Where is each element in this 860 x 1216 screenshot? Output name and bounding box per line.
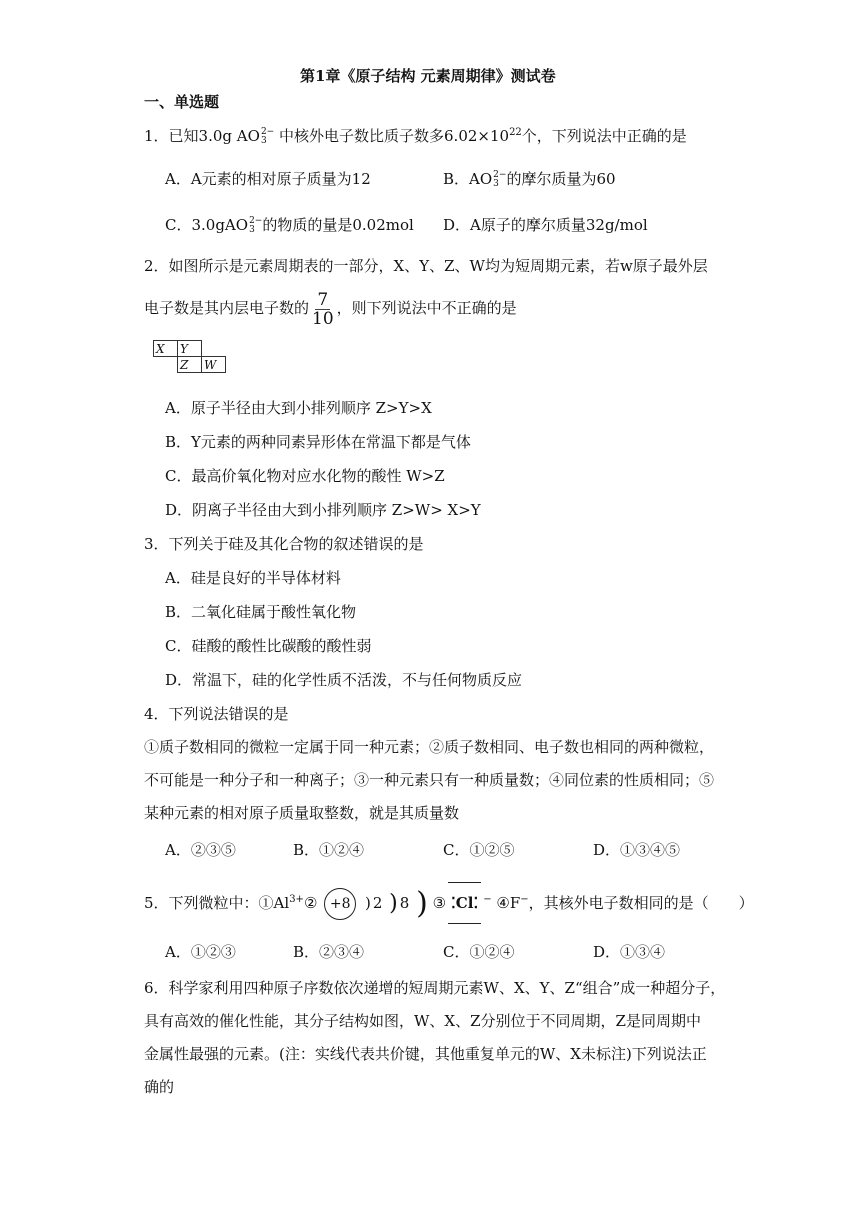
q2-option-c[interactable]: C．最高价氧化物对应水化物的酸性 W>Z: [165, 467, 445, 485]
q5-option-a[interactable]: A．①②③: [165, 943, 236, 961]
question-6-line4: 确的: [144, 1078, 175, 1096]
question-4-line2: 不可能是一种分子和一种离子；③一种元素只有一种质量数；④同位素的性质相同；⑤: [144, 771, 715, 789]
cell-empty: [202, 341, 226, 357]
cell-x: X: [154, 341, 178, 357]
q4-option-d[interactable]: D．①③④⑤: [593, 841, 681, 859]
question-4-stem: 4．下列说法错误的是: [144, 705, 289, 723]
question-2-line1: 2．如图所示是元素周期表的一部分，X、Y、Z、W均为短周期元素，若w原子最外层: [144, 257, 708, 275]
q3-option-b[interactable]: B．二氧化硅属于酸性氧化物: [165, 603, 357, 621]
q1-option-d[interactable]: D．A原子的摩尔质量32g/mol: [443, 216, 648, 234]
periodic-table-fragment: [153, 340, 226, 373]
q1-option-a[interactable]: A．A元素的相对原子质量为12: [165, 170, 371, 188]
q1-option-b[interactable]: B．AO 2− 3 的摩尔质量为60: [443, 170, 616, 189]
q3-option-c[interactable]: C．硅酸的酸性比碳酸的酸性弱: [165, 637, 372, 655]
q5-option-b[interactable]: B．②③④: [293, 943, 365, 961]
electron-shell-1: ): [364, 894, 371, 912]
q1-option-c[interactable]: C．3.0gAO 2− 3 的物质的量是0.02mol: [165, 216, 414, 235]
q3-option-d[interactable]: D．常温下，硅的化学性质不活泼，不与任何物质反应: [165, 671, 523, 689]
nucleus-circle: +8: [324, 888, 356, 920]
q4-option-b[interactable]: B．①②④: [293, 841, 365, 859]
q5-option-d[interactable]: D．①③④: [593, 943, 666, 961]
q2-option-d[interactable]: D．阴离子半径由大到小排列顺序 Z>W> X>Y: [165, 501, 481, 519]
electron-shell-2: ): [389, 891, 398, 916]
q4-option-a[interactable]: A．②③⑤: [165, 841, 236, 859]
cell-z: Z: [178, 357, 202, 373]
question-4-line3: 某种元素的相对原子质量取整数，就是其质量数: [144, 804, 460, 822]
q2-option-a[interactable]: A．原子半径由大到小排列顺序 Z>Y>X: [165, 399, 432, 417]
question-6-line1: 6．科学家利用四种原子序数依次递增的短周期元素W、X、Y、Z“组合”成一种超分子，: [144, 979, 726, 997]
q3-option-a[interactable]: A．硅是良好的半导体材料: [165, 569, 341, 587]
section-heading: 一、单选题: [144, 93, 220, 111]
q4-option-c[interactable]: C．①②⑤: [443, 841, 515, 859]
question-4-line1: ①质子数相同的微粒一定属于同一种元素；②质子数相同、电子数也相同的两种微粒，: [144, 738, 715, 756]
fraction-7-10: $\frac{7}{10}$: [312, 289, 334, 329]
question-6-line3: 金属性最强的元素。(注：实线代表共价键，其他重复单元的W、X未标注)下列说法正: [144, 1045, 707, 1063]
question-6-line2: 具有高效的催化性能，其分子结构如图，W、X、Z分别位于不同周期，Z是同周期中: [144, 1012, 701, 1030]
cell-empty: [154, 357, 178, 373]
q5-option-c[interactable]: C．①②④: [443, 943, 515, 961]
chloride-dot-structure: ⁚Cl⁚: [448, 882, 481, 924]
question-1-stem: 1．已知3.0g AO 2− 3 中核外电子数比质子数多$6.02\times 10^{22}$个，下列说法中正确的是: [144, 127, 687, 146]
page-title: 第1章《原子结构 元素周期律》测试卷: [300, 67, 556, 85]
question-2-line2: 电子数是其内层电子数的 $\frac{7}{10}$ ，则下列说法中不正确的是: [144, 289, 517, 329]
question-3-stem: 3．下列关于硅及其化合物的叙述错误的是: [144, 535, 424, 553]
cell-w: W: [202, 357, 226, 373]
question-5-stem: 5．下列微粒中：$①Al^{3+}② +8$ ) 2 ) 8 ) ③ ⁚Cl⁚ − ④F−，其核外电子数相同的是（ ）: [144, 880, 754, 924]
q2-option-b[interactable]: B．Y元素的两种同素异形体在常温下都是气体: [165, 433, 471, 451]
ion-ao3: AO 2− 3: [236, 127, 275, 146]
cell-y: Y: [178, 341, 202, 357]
